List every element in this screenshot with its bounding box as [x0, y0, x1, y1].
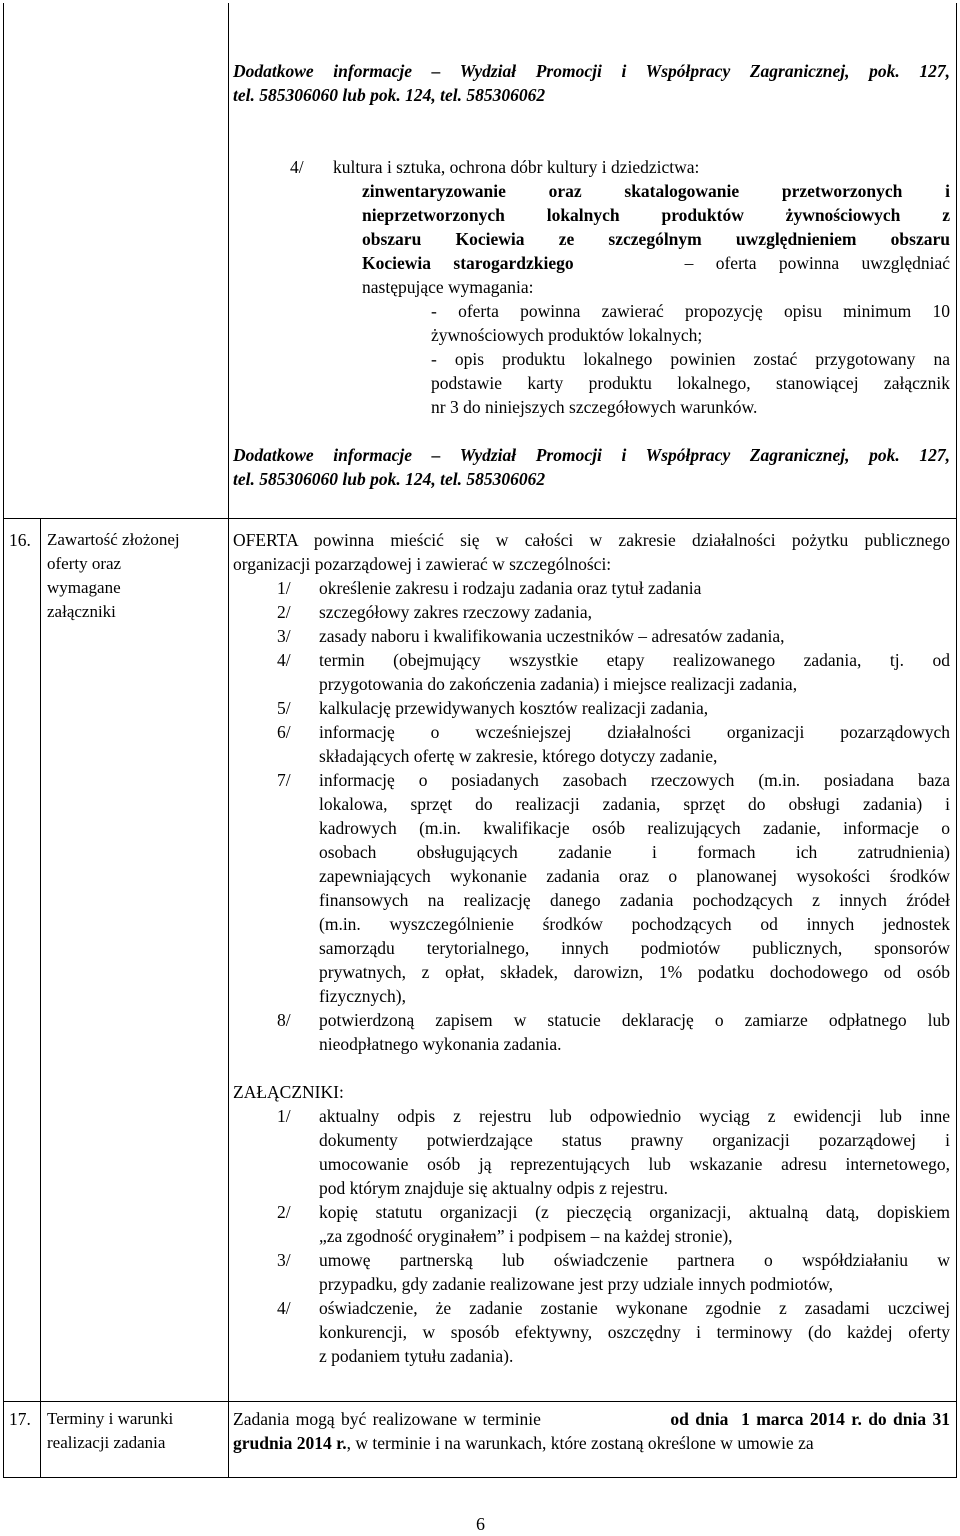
list-item-text: lokalowa, sprzęt do realizacji zadania, sprzęt do obsługi zadania) i: [319, 794, 950, 814]
requirement-text: - oferta powinna zawierać propozycję opisu minimum 10: [431, 301, 950, 321]
table-border-col2: [228, 3, 229, 1478]
item-text-bold: zinwentaryzowanie oraz skatalogowanie przetworzonych i: [362, 181, 950, 201]
row-label: załączniki: [47, 602, 116, 621]
item-text: następujące wymagania:: [362, 277, 534, 297]
table-border-left: [3, 3, 4, 1478]
requirement-text: - opis produktu lokalnego powinien zostać przygotowany na: [431, 349, 950, 369]
row-label: wymagane: [47, 578, 121, 597]
list-item-number: 4/: [277, 650, 291, 670]
row-number: 16.: [9, 530, 31, 550]
row-label: realizacji zadania: [47, 1433, 166, 1452]
table-border-bottom: [3, 1477, 956, 1478]
list-item-number: 3/: [277, 1250, 291, 1270]
list-item-text: kopię statutu organizacji (z pieczęcią organizacji, aktualną datą, dopiskiem: [319, 1202, 950, 1222]
item-text: – oferta powinna uwzględniać: [684, 253, 950, 273]
list-item-text: osobach obsługujących zadanie i formach ich zatrudnienia): [319, 842, 950, 862]
term-text-bold: grudnia 2014 r.: [233, 1433, 347, 1453]
list-item-number: 4/: [277, 1298, 291, 1318]
info-line: Dodatkowe informacje – Wydział Promocji i Współpracy Zagranicznej, pok. 127,: [233, 61, 950, 81]
term-text: [233, 1431, 950, 1455]
list-item-text: informację o wcześniejszej działalności organizacji pozarządowych: [319, 722, 950, 742]
list-item-text: zapewniających wykonanie zadania oraz o planowanej wysokości środków: [319, 866, 950, 886]
list-item-number: 2/: [277, 1202, 291, 1222]
list-item-number: 6/: [277, 722, 291, 742]
row-label: oferty oraz: [47, 554, 122, 573]
term-text-regular: Zadania mogą być realizowane w terminie: [233, 1409, 541, 1429]
row-label: Zawartość złożonej: [47, 530, 180, 549]
list-item-text: nieodpłatnego wykonania zadania.: [319, 1034, 562, 1054]
term-text: [233, 1407, 950, 1431]
list-item-number: 3/: [277, 626, 291, 646]
list-item-text: termin (obejmujący wszystkie etapy realizowanego zadania, tj. od: [319, 650, 950, 670]
row-number: 17.: [9, 1409, 31, 1429]
list-item-text: przygotowania do zakończenia zadania) i miejsce realizacji zadania,: [319, 674, 798, 694]
list-item-text: potwierdzoną zapisem w statucie deklarację o zamiarze odpłatnego lub: [319, 1010, 950, 1030]
list-item-text: finansowych na realizację danego zadania pochodzących z innych źródeł: [319, 890, 950, 910]
page-number: 6: [476, 1514, 485, 1534]
term-text-bold: od dnia 1 marca 2014 r. do dnia 31: [670, 1409, 950, 1429]
info-line: tel. 585306060 lub pok. 124, tel. 585306062: [233, 469, 546, 489]
list-item-number: 5/: [277, 698, 291, 718]
list-item-text: określenie zakresu i rodzaju zadania oraz tytuł zadania: [319, 578, 702, 598]
list-item-text: informację o posiadanych zasobach rzeczowych (m.in. posiadana baza: [319, 770, 950, 790]
item-number: 4/: [290, 157, 304, 177]
row-divider-17: [3, 1401, 956, 1402]
list-item-text: „za zgodność oryginałem” i podpisem – na każdej stronie),: [319, 1226, 733, 1246]
list-item-text: przypadku, gdy zadanie realizowane jest przy udziale innych podmiotów,: [319, 1274, 833, 1294]
list-item-text: oświadczenie, że zadanie zostanie wykonane zgodnie z zasadami uczciwej: [319, 1298, 950, 1318]
row-divider-16: [3, 518, 956, 519]
list-item-text: samorządu terytorialnego, innych podmiotów publicznych, sponsorów: [319, 938, 950, 958]
item-text-bold: Kociewia starogardzkiego: [362, 253, 574, 273]
list-item-number: 7/: [277, 770, 291, 790]
term-text-regular: , w terminie i na warunkach, które zostaną określone w umowie za: [346, 1433, 814, 1453]
requirement-text: nr 3 do niniejszych szczegółowych warunków.: [431, 397, 758, 417]
offer-intro: organizacji pozarządowej i zawierać w szczególności:: [233, 554, 612, 574]
list-item-text: fizycznych),: [319, 986, 406, 1006]
list-item-number: 8/: [277, 1010, 291, 1030]
item-text-mixed: [362, 251, 950, 275]
row-label: Terminy i warunki: [47, 1409, 174, 1428]
list-item-text: z podaniem tytułu zadania).: [319, 1346, 514, 1366]
table-border-right: [956, 3, 957, 1478]
list-item-text: prywatnych, z opłat, składek, darowizn, 1% podatku dochodowego od osób: [319, 962, 950, 982]
list-item-text: umocowanie osób ją reprezentujących lub wskazanie adresu internetowego,: [319, 1154, 950, 1174]
list-item-text: pod którym znajduje się aktualny odpis z rejestru.: [319, 1178, 668, 1198]
list-item-text: umowę partnerską lub oświadczenie partnera o współdziałaniu w: [319, 1250, 950, 1270]
info-line: tel. 585306060 lub pok. 124, tel. 585306062: [233, 85, 546, 105]
requirement-text: podstawie karty produktu lokalnego, stanowiącej załącznik: [431, 373, 950, 393]
list-item-text: (m.in. wyszczególnienie środków pochodzących od innych jednostek: [319, 914, 950, 934]
attachments-title: ZAŁĄCZNIKI:: [233, 1082, 344, 1102]
list-item-text: zasady naboru i kwalifikowania uczestników – adresatów zadania,: [319, 626, 785, 646]
requirement-text: żywnościowych produktów lokalnych;: [431, 325, 703, 345]
list-item-number: 2/: [277, 602, 291, 622]
list-item-text: szczegółowy zakres rzeczowy zadania,: [319, 602, 593, 622]
item-text: kultura i sztuka, ochrona dóbr kultury i dziedzictwa:: [333, 157, 700, 177]
item-text-bold: nieprzetworzonych lokalnych produktów żywnościowych z: [362, 205, 950, 225]
list-item-text: składających ofertę w zakresie, którego dotyczy zadanie,: [319, 746, 718, 766]
list-item-number: 1/: [277, 1106, 291, 1126]
table-border-col1: [40, 518, 41, 1478]
list-item-text: kalkulację przewidywanych kosztów realizacji zadania,: [319, 698, 709, 718]
list-item-text: dokumenty potwierdzające status prawny organizacji pozarządowej i: [319, 1130, 950, 1150]
info-line: Dodatkowe informacje – Wydział Promocji i Współpracy Zagranicznej, pok. 127,: [233, 445, 950, 465]
offer-intro: OFERTA powinna mieścić się w całości w zakresie działalności pożytku publicznego: [233, 530, 950, 550]
list-item-text: aktualny odpis z rejestru lub odpowiednio wyciąg z ewidencji lub inne: [319, 1106, 950, 1126]
list-item-text: konkurencji, w sposób efektywny, oszczędny i terminowy (do każdej oferty: [319, 1322, 950, 1342]
list-item-number: 1/: [277, 578, 291, 598]
list-item-text: kadrowych (m.in. kwalifikacje osób realizujących zadanie, informacje o: [319, 818, 950, 838]
item-text-bold: obszaru Kociewia ze szczególnym uwzględnieniem obszaru: [362, 229, 950, 249]
